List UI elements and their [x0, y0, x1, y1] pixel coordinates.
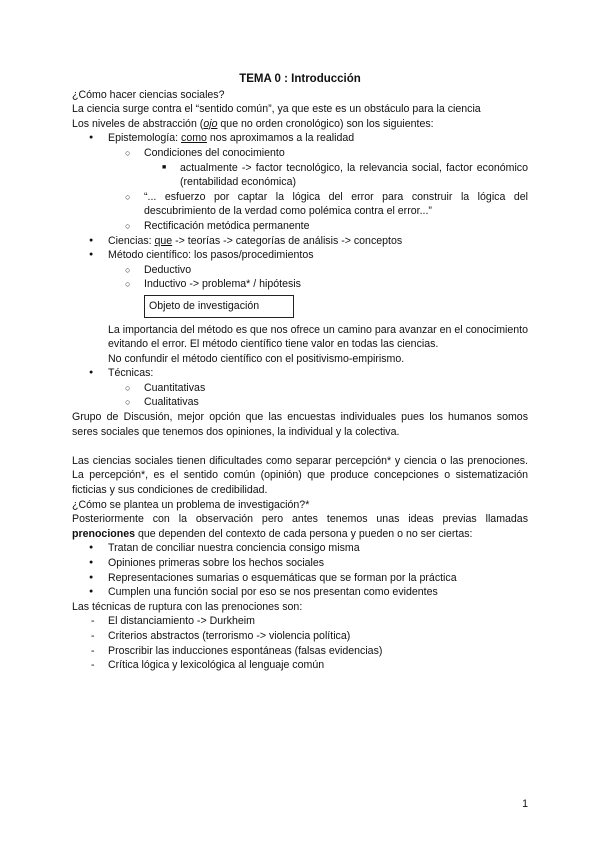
list-item-tecnicas: ● Técnicas: ○ Cuantitativas ○ Cualitativas — [72, 366, 528, 410]
document-page — [72, 72, 528, 673]
list-item-inductivo: ○ Inductivo -> problema* / hipótesis — [72, 277, 528, 292]
list-item-cuantitativas: ○ Cuantitativas — [72, 381, 528, 396]
list-item-ciencias: ● Ciencias: que -> teorías -> categorías de análisis -> conceptos — [72, 234, 528, 249]
tecnicas-list — [72, 366, 528, 410]
paragraph-no-confundir: No confundir el método científico con el positivismo-empirismo. — [108, 352, 405, 365]
objeto-investigacion-box: Objeto de investigación — [144, 295, 294, 318]
list-item-cualitativas: ○ Cualitativas — [72, 395, 528, 410]
list-item-deductivo: ○ Deductivo — [72, 263, 528, 278]
paragraph-dificultades: Las ciencias sociales tienen dificultades como separar percepción* y ciencia o las prenociones. La percepción*, es el sentido común (opinión) que produce concepciones o sistematización ficticias y sus condiciones de credibilidad. — [72, 454, 528, 497]
list-item-esfuerzo-quote: ○ “... esfuerzo por captar la lógica del error para construir la lógica del descubrimiento de la verdad como polémica contra el error...” — [72, 190, 528, 219]
abstraction-levels-list — [72, 131, 528, 292]
list-item: - Criterios abstractos (terrorismo -> violencia política) — [72, 629, 528, 644]
list-item-actualmente: ■ actualmente -> factor tecnológico, la relevancia social, factor económico (rentabilidad económica) — [72, 161, 528, 190]
list-item: - Crítica lógica y lexicológica al lenguaje común — [72, 658, 528, 673]
prenociones-list — [72, 541, 528, 599]
question-how-to-do-social-science: ¿Cómo hacer ciencias sociales? — [72, 88, 225, 101]
question-problema-investigacion: ¿Cómo se plantea un problema de investigación?* — [72, 498, 310, 511]
list-item-epistemologia: ● Epistemología: como nos aproximamos a la realidad ○ Condiciones del conocimiento ■ actualmente -> factor tecnológico, la relevancia social, factor económico (rentabilidad económica) ○ “... esfuerzo por captar la lógica del error para construir la lógica del descubrimiento de la verdad como polémica contra el error...” ○ Rectificación metódica permanente — [72, 131, 528, 233]
list-item: ● Opiniones primeras sobre los hechos sociales — [72, 556, 528, 571]
list-item: ● Representaciones sumarias o esquemáticas que se forman por la práctica — [72, 571, 528, 586]
list-item: ● Tratan de conciliar nuestra conciencia consigo misma — [72, 541, 528, 556]
list-item: - El distanciamiento -> Durkheim — [72, 614, 528, 629]
list-item-condiciones: ○ Condiciones del conocimiento ■ actualmente -> factor tecnológico, la relevancia social, factor económico (rentabilidad económica) — [72, 146, 528, 190]
page-title: TEMA 0 : Introducción — [239, 73, 361, 85]
paragraph-tecnicas-ruptura: Las técnicas de ruptura con las prenociones son: — [72, 600, 303, 613]
paragraph-grupo-discusion: Grupo de Discusión, mejor opción que las encuestas individuales pues los humanos somos seres sociales que tenemos dos opiniones, la individual y la colectiva. — [72, 411, 528, 438]
list-item: ● Cumplen una función social por eso se nos presentan como evidentes — [72, 585, 528, 600]
paragraph-importancia-metodo: La importancia del método es que nos ofrece un camino para avanzar en el conocimiento evitando el error. El método científico tiene valor en todas las ciencias. — [108, 323, 528, 351]
list-item: - Proscribir las inducciones espontáneas (falsas evidencias) — [72, 644, 528, 659]
page-number: 1 — [522, 798, 528, 810]
list-item-rectificacion: ○ Rectificación metódica permanente — [72, 219, 528, 234]
paragraph-abstraction-levels: Los niveles de abstracción (ojo que no orden cronológico) son los siguientes: — [72, 117, 434, 130]
paragraph-science-vs-common-sense: La ciencia surge contra el “sentido común”, ya que este es un obstáculo para la ciencia — [72, 103, 481, 116]
ruptura-list — [72, 614, 528, 672]
paragraph-prenociones: Posteriormente con la observación pero antes tenemos unas ideas previas llamadas prenociones que dependen del contexto de cada persona y pueden o no ser ciertas: — [72, 513, 528, 540]
list-item-metodo-cientifico: ● Método científico: los pasos/procedimientos ○ Deductivo ○ Inductivo -> problema* / hipótesis — [72, 248, 528, 292]
